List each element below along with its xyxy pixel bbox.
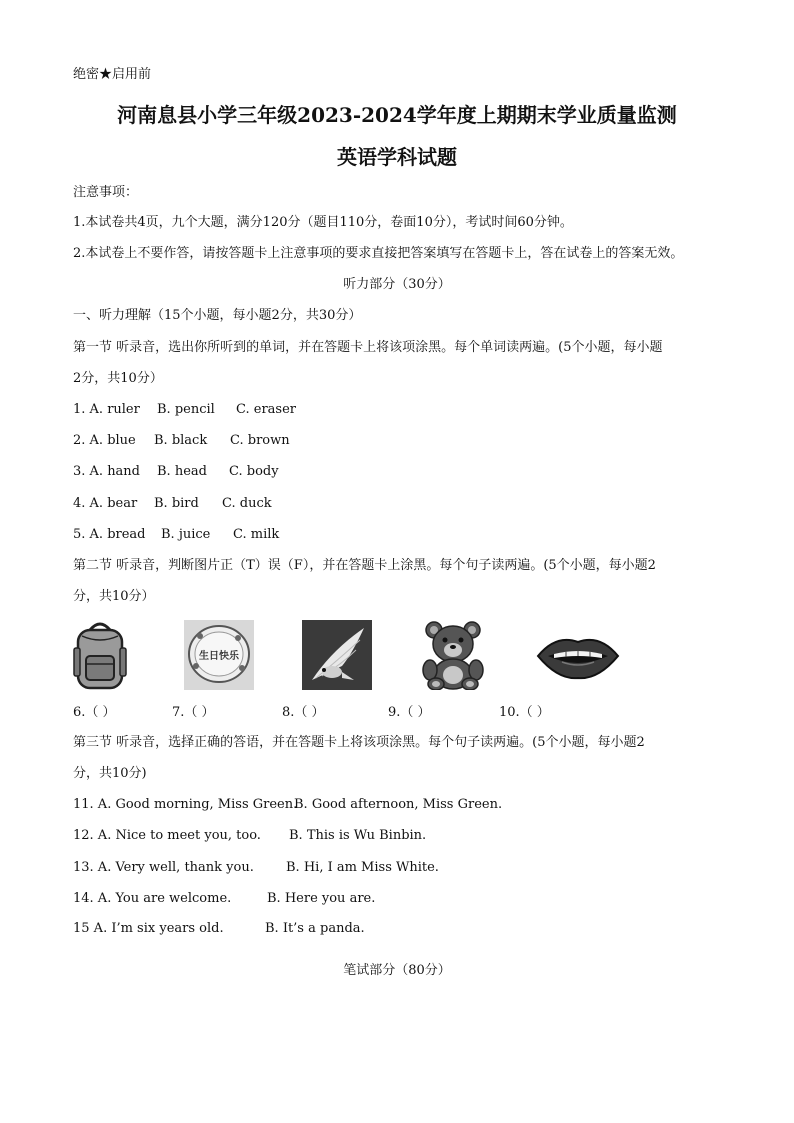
- option-c: C. duck: [222, 496, 272, 511]
- question-12: [73, 827, 426, 845]
- exam-subtitle: 英语学科试题: [337, 145, 457, 169]
- bird-icon: [302, 620, 372, 690]
- section3-instruction-cont: 分，共10分): [73, 766, 147, 781]
- backpack-icon: [72, 620, 128, 692]
- cake-text: 生日快乐: [199, 651, 239, 662]
- section2-instruction-cont: 分，共10分）: [73, 589, 155, 604]
- picture-6: [72, 620, 128, 692]
- section2-instruction: 第二节 听录音，判断图片正（T）误（F），并在答题卡上涂黑。每个句子读两遍。(5个小题，每小题2: [73, 558, 656, 573]
- question-5: [73, 526, 279, 544]
- section1-instruction: 第一节 听录音，选出你所听到的单词，并在答题卡上将该项涂黑。每个单词读两遍。(5个小题，每小题: [73, 340, 663, 355]
- question-2: [73, 432, 290, 450]
- question-15: [73, 920, 365, 938]
- option-a: 4. A. bear: [73, 496, 138, 511]
- option-b: B. bird: [154, 496, 199, 511]
- option-b: B. Good afternoon, Miss Green.: [294, 797, 503, 812]
- answer-blank-9[interactable]: 9.（ ）: [388, 705, 431, 720]
- option-b: B. It’s a panda.: [265, 921, 365, 936]
- exam-title: 河南息县小学三年级2023-2024学年度上期期末学业质量监测: [117, 103, 677, 127]
- teddy-bear-icon: [420, 620, 486, 690]
- option-b: B. pencil: [157, 402, 215, 417]
- question-1: [73, 401, 296, 419]
- option-c: C. body: [229, 464, 279, 479]
- section3-instruction: 第三节 听录音，选择正确的答语，并在答题卡上将该项涂黑。每个句子读两遍。(5个小题，每小题2: [73, 735, 645, 750]
- picture-8: [302, 620, 372, 690]
- mouth-icon: [536, 632, 620, 682]
- option-c: C. eraser: [236, 402, 296, 417]
- option-c: C. brown: [230, 433, 290, 448]
- option-a: 5. A. bread: [73, 527, 146, 542]
- question-4: [73, 495, 272, 513]
- notes-heading: 注意事项：: [73, 185, 139, 200]
- notes-item-1: 1.本试卷共4页，九个大题，满分120分（题目110分，卷面10分），考试时间60分钟。: [73, 215, 573, 230]
- question-13: [73, 859, 439, 877]
- birthday-cake-icon: [184, 620, 254, 690]
- listening-section-title: 一、听力理解（15个小题，每小题2分，共30分）: [73, 308, 362, 323]
- written-part-title: 笔试部分（80分）: [343, 963, 451, 978]
- answer-blank-8[interactable]: 8.（ ）: [282, 705, 325, 720]
- option-a: 1. A. ruler: [73, 402, 140, 417]
- answer-blank-7[interactable]: 7.（ ）: [172, 705, 215, 720]
- option-b: B. black: [154, 433, 208, 448]
- option-a: 13. A. Very well, thank you.: [73, 860, 254, 875]
- listening-part-title: 听力部分（30分）: [343, 277, 451, 292]
- option-b: B. Hi, I am Miss White.: [286, 860, 439, 875]
- option-a: 2. A. blue: [73, 433, 136, 448]
- picture-10: [536, 632, 620, 682]
- answer-blank-6[interactable]: 6.（ ）: [73, 705, 116, 720]
- picture-7: [184, 620, 254, 690]
- option-c: C. milk: [233, 527, 280, 542]
- option-a: 14. A. You are welcome.: [73, 891, 232, 906]
- question-14: [73, 890, 375, 908]
- option-a: 3. A. hand: [73, 464, 141, 479]
- option-b: B. head: [157, 464, 207, 479]
- option-b: B. juice: [161, 527, 211, 542]
- option-a: 12. A. Nice to meet you, too.: [73, 828, 261, 843]
- option-b: B. Here you are.: [267, 891, 376, 906]
- option-b: B. This is Wu Binbin.: [289, 828, 427, 843]
- question-11: [73, 796, 502, 814]
- question-3: [73, 463, 279, 481]
- option-a: 11. A. Good morning, Miss Green.: [73, 797, 298, 812]
- notes-item-2: 2.本试卷上不要作答，请按答题卡上注意事项的要求直接把答案填写在答题卡上，答在试卷上的答案无效。: [73, 246, 684, 261]
- section1-instruction-cont: 2分，共10分）: [73, 371, 163, 386]
- answer-blank-10[interactable]: 10.（ ）: [499, 705, 550, 720]
- secret-label: 绝密★启用前: [73, 67, 152, 82]
- option-a: 15 A. I’m six years old.: [73, 921, 224, 936]
- picture-9: [420, 620, 486, 690]
